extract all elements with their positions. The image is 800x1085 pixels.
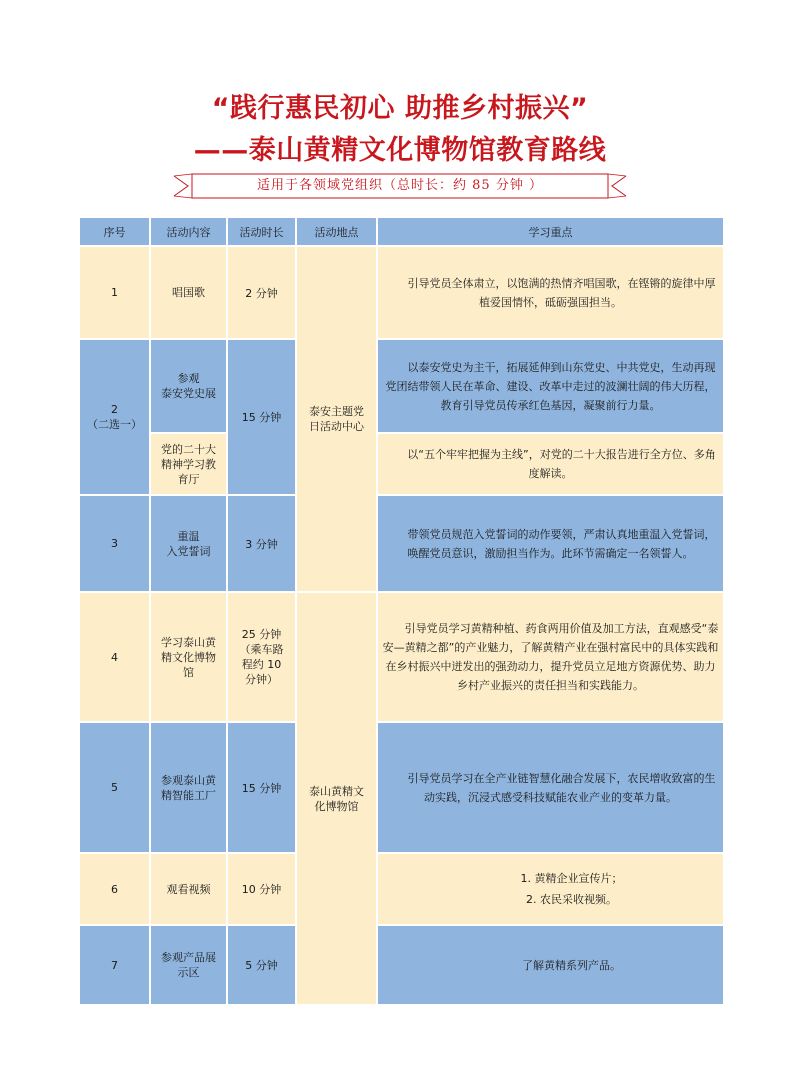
activity-duration: 5 分钟 bbox=[227, 925, 296, 1005]
learning-focus: 带领党员规范入党誓词的动作要领，严肃认真地重温入党誓词，唤醒党员意识，激励担当作为。此环节需确定一名领誓人。 bbox=[377, 495, 724, 592]
table-row bbox=[79, 495, 724, 592]
row-number: 1 bbox=[79, 246, 150, 339]
learning-focus: 以“五个牢牢把握为主线”，对党的二十大报告进行全方位、多角度解读。 bbox=[377, 433, 724, 495]
subtitle-ribbon bbox=[170, 172, 630, 200]
table-row bbox=[79, 925, 724, 1005]
column-header-duration: 活动时长 bbox=[227, 217, 296, 246]
schedule-table bbox=[78, 216, 725, 1006]
table-row bbox=[79, 433, 724, 495]
activity-location: 泰山黄精文 化博物馆 bbox=[296, 592, 377, 1005]
table-row bbox=[79, 246, 724, 339]
row-number: 2 （二选一） bbox=[79, 339, 150, 495]
learning-focus: 以泰安党史为主干，拓展延伸到山东党史、中共党史，生动再现党团结带领人民在革命、建设、改革中走过的波澜壮阔的伟大历程，教育引导党员传承红色基因，凝聚前行力量。 bbox=[377, 339, 724, 433]
row-number: 7 bbox=[79, 925, 150, 1005]
learning-focus: 1. 黄精企业宣传片； 2. 农民采收视频。 bbox=[377, 853, 724, 925]
activity-content: 重温 入党誓词 bbox=[150, 495, 227, 592]
page-title-line-2: ——泰山黄精文化博物馆教育路线 bbox=[193, 135, 607, 166]
activity-duration: 15 分钟 bbox=[227, 722, 296, 853]
table-row bbox=[79, 722, 724, 853]
column-header-no: 序号 bbox=[79, 217, 150, 246]
learning-focus: 引导党员全体肃立，以饱满的热情齐唱国歌，在铿锵的旋律中厚植爱国情怀，砥砺强国担当。 bbox=[377, 246, 724, 339]
row-number: 4 bbox=[79, 592, 150, 722]
learning-focus: 了解黄精系列产品。 bbox=[377, 925, 724, 1005]
activity-content: 党的二十大 精神学习教 育厅 bbox=[150, 433, 227, 495]
row-number: 6 bbox=[79, 853, 150, 925]
row-number: 5 bbox=[79, 722, 150, 853]
table-row bbox=[79, 853, 724, 925]
column-header-content: 活动内容 bbox=[150, 217, 227, 246]
subtitle: 适用于各领域党组织（总时长：约 85 分钟 ） bbox=[257, 178, 543, 193]
activity-duration: 2 分钟 bbox=[227, 246, 296, 339]
activity-content: 唱国歌 bbox=[150, 246, 227, 339]
activity-location: 泰安主题党 日活动中心 bbox=[296, 246, 377, 592]
table-row bbox=[79, 592, 724, 722]
row-number: 3 bbox=[79, 495, 150, 592]
column-header-location: 活动地点 bbox=[296, 217, 377, 246]
activity-duration: 10 分钟 bbox=[227, 853, 296, 925]
activity-content: 参观产品展 示区 bbox=[150, 925, 227, 1005]
activity-duration: 15 分钟 bbox=[227, 339, 296, 495]
page-title-line-1: “践行惠民初心 助推乡村振兴” bbox=[211, 93, 589, 124]
activity-duration: 3 分钟 bbox=[227, 495, 296, 592]
table-header-row bbox=[79, 217, 724, 246]
column-header-focus: 学习重点 bbox=[377, 217, 724, 246]
table-row bbox=[79, 339, 724, 433]
learning-focus: 引导党员学习在全产业链智慧化融合发展下，农民增收致富的生动实践，沉浸式感受科技赋能农业产业的变革力量。 bbox=[377, 722, 724, 853]
activity-content: 参观泰山黄 精智能工厂 bbox=[150, 722, 227, 853]
activity-content: 观看视频 bbox=[150, 853, 227, 925]
activity-content: 参观 泰安党史展 bbox=[150, 339, 227, 433]
activity-content: 学习泰山黄 精文化博物 馆 bbox=[150, 592, 227, 722]
activity-duration: 25 分钟 （乘车路 程约 10 分钟） bbox=[227, 592, 296, 722]
learning-focus: 引导党员学习黄精种植、药食两用价值及加工方法，直观感受“泰安—黄精之都”的产业魅力，了解黄精产业在强村富民中的具体实践和在乡村振兴中迸发出的强劲动力，提升党员立足地方资源优势、助力乡村产业振兴的责任担当和实践能力。 bbox=[377, 592, 724, 722]
